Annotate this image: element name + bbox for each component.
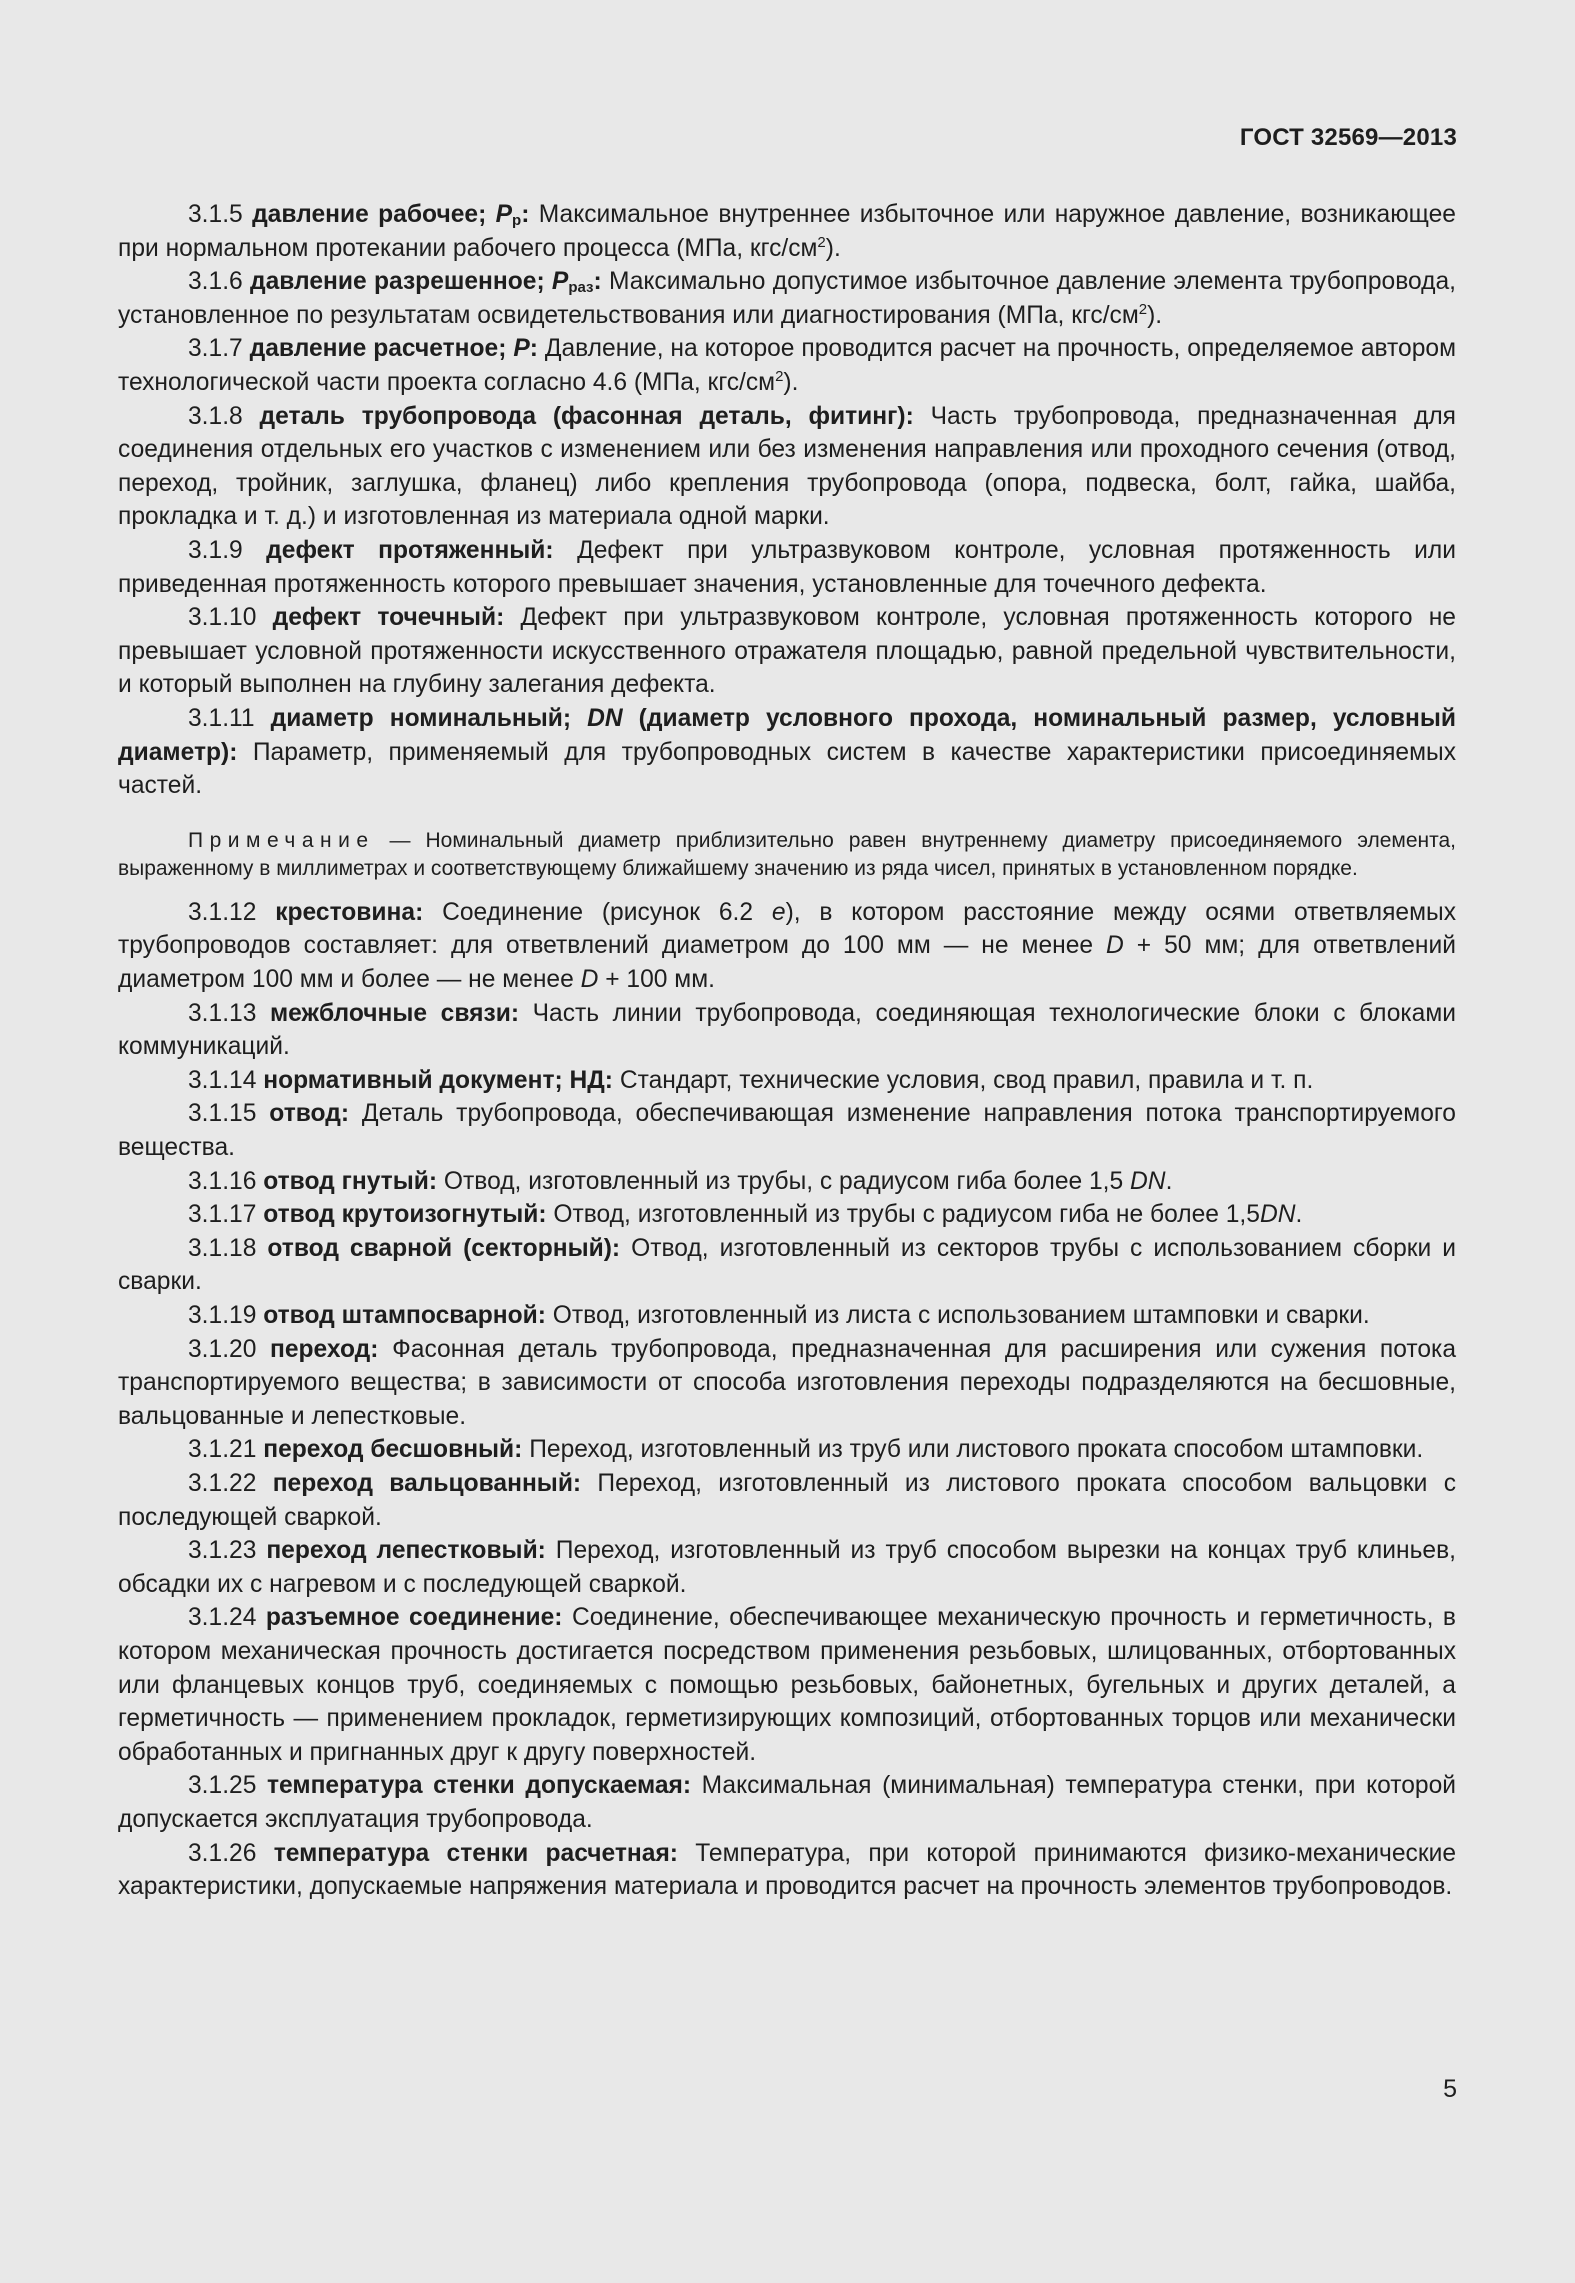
- term: переход:: [269, 1335, 379, 1363]
- definition-3-1-19: 3.1.19 отвод штампосварной: Отвод, изготовленный из листа с использованием штамповки и сварки.: [188, 1302, 1370, 1329]
- definition-3-1-26: 3.1.26 температура стенки расчетная: Температура, при которой принимаются физико-механические характеристики, допускаемые напряжения материала и проводится расчет на прочность элементов трубопроводов.: [118, 1839, 1456, 1901]
- definition-3-1-9: 3.1.9 дефект протяженный: Дефект при ультразвуковом контроле, условная протяженность или приведенная протяженность которого превышает значения, установленные для точечного дефекта.: [118, 536, 1456, 598]
- definition-3-1-25: 3.1.25 температура стенки допускаемая: Максимальная (минимальная) температура стенки, при которой допускается эксплуатация трубопровода.: [118, 1772, 1456, 1833]
- definition-3-1-7: 3.1.7 давление расчетное; P: Давление, на которое проводится расчет на прочность, определяемое автором технологической части проекта согласно 4.6 (МПа, кгс/$см^2$).: [118, 335, 1456, 396]
- definition-3-1-12: 3.1.12 крестовина: Соединение (рисунок 6.2 е), в котором расстояние между осями ответвляемых трубопроводов составляет: для ответвлений диаметром до 100 мм — не менее D + 50 мм; для ответвлений диаметром 100 мм и более — не менее D + 100 мм.: [118, 898, 1456, 994]
- term: дефект точечный:: [272, 604, 505, 632]
- term: межблочные связи:: [269, 999, 520, 1027]
- definition-3-1-18: 3.1.18 отвод сварной (секторный): Отвод, изготовленный из секторов трубы с использованием сборки и сварки.: [118, 1234, 1456, 1296]
- term: температура стенки расчетная:: [273, 1839, 678, 1867]
- definition-3-1-5: 3.1.5 давление рабочее; $P_р$: Максимальное внутреннее избыточное или наружное давление, возникающее при нормальном протекании рабочего процесса (МПа, кгс/$см^2$).: [118, 201, 1456, 262]
- note: [118, 827, 1456, 884]
- definition-3-1-24: 3.1.24 разъемное соединение: Соединение, обеспечивающее механическую прочность и герметичность, в котором механическая прочность достигается посредством применения резьбовых, шлицованных, отбортованных или фланцевых концов труб, соединяемых с помощью резьбовых, байонетных, бугельных и других деталей, а герметичность — применением прокладок, герметизирующих композиций, отбортованных торцов или механически обработанных и пригнанных друг к другу поверхностей.: [118, 1604, 1456, 1766]
- term: переход вальцованный:: [272, 1469, 582, 1497]
- term: переход лепестковый:: [266, 1537, 546, 1565]
- definition-3-1-17: 3.1.17 отвод крутоизогнутый: Отвод, изготовленный из трубы с радиусом гиба не более 1,5DN.: [188, 1201, 1303, 1229]
- term: отвод сварной (секторный):: [267, 1234, 621, 1262]
- term: отвод:: [269, 1100, 350, 1128]
- term: переход бесшовный:: [263, 1436, 523, 1464]
- definition-3-1-21: 3.1.21 переход бесшовный: Переход, изготовленный из труб или листового проката способом штамповки.: [188, 1436, 1424, 1464]
- definition-3-1-23: 3.1.23 переход лепестковый: Переход, изготовленный из труб способом вырезки на концах труб клиньев, обсадки их с нагревом и с последующей сваркой.: [118, 1537, 1456, 1598]
- term: диаметр номинальный; DN (диаметр условного прохода, номинальный размер, условный диаметр):: [118, 704, 1457, 766]
- term: дефект протяженный:: [266, 536, 554, 564]
- term: температура стенки допускаемая:: [266, 1772, 692, 1800]
- definition-3-1-11: 3.1.11 диаметр номинальный; DN (диаметр условного прохода, номинальный размер, условный диаметр): Параметр, применяемый для трубопроводных систем в качестве характеристики присоединяемых частей.: [118, 704, 1457, 800]
- definitions-section: [118, 198, 1456, 1904]
- term: отвод крутоизогнутый:: [263, 1201, 547, 1229]
- document-code: ГОСТ 32569—2013: [1239, 124, 1457, 151]
- definition-3-1-10: 3.1.10 дефект точечный: Дефект при ультразвуковом контроле, условная протяженность которого не превышает условной протяженности искусственного отражателя площадью, равной предельной чувствительности, и который выполнен на глубину залегания дефекта.: [118, 604, 1456, 699]
- definition-3-1-22: 3.1.22 переход вальцованный: Переход, изготовленный из листового проката способом вальцовки с последующей сваркой.: [118, 1469, 1457, 1531]
- term: давление расчетное; P:: [249, 335, 538, 363]
- definition-3-1-8: 3.1.8 деталь трубопровода (фасонная деталь, фитинг): Часть трубопровода, предназначенная для соединения отдельных его участков с изменением или без изменения направления или проходного сечения (отвод, переход, тройник, заглушка, фланец) либо крепления трубопровода (опора, подвеска, болт, гайка, шайба, прокладка и т. д.) и изготовленная из материала одной марки.: [118, 402, 1456, 531]
- term: нормативный документ; НД:: [263, 1066, 613, 1094]
- term: разъемное соединение:: [265, 1604, 563, 1632]
- definition-3-1-14: 3.1.14 нормативный документ; НД: Стандарт, технические условия, свод правил, правила и т. п.: [188, 1066, 1314, 1094]
- definition-3-1-20: 3.1.20 переход: Фасонная деталь трубопровода, предназначенная для расширения или сужения потока транспортируемого вещества; в зависимости от способа изготовления переходы подразделяются на бесшовные, вальцованные и лепестковые.: [118, 1335, 1456, 1430]
- term: давление разрешенное; $P_{раз}$:: [249, 268, 602, 297]
- note-label: Примечание: [188, 828, 375, 852]
- definition-3-1-6: 3.1.6 давление разрешенное; $P_{раз}$: Максимально допустимое избыточное давление элемента трубопровода, установленное по результатам освидетельствования или диагностирования (МПа, кгс/$см^2$).: [118, 268, 1456, 329]
- page-number: 5: [1443, 2075, 1457, 2103]
- definition-3-1-13: 3.1.13 межблочные связи: Часть линии трубопровода, соединяющая технологические блоки с блоками коммуникаций.: [118, 999, 1456, 1061]
- note-text: — Номинальный диаметр приблизительно равен внутреннему диаметру присоединяемого элемента, выраженному в миллиметрах и соответствующему ближайшему значению из ряда чисел, принятых в установленном порядке.: [118, 828, 1456, 881]
- definition-3-1-15: 3.1.15 отвод: Деталь трубопровода, обеспечивающая изменение направления потока транспортируемого вещества.: [118, 1100, 1456, 1162]
- term: отвод гнутый:: [263, 1167, 438, 1195]
- term: крестовина:: [275, 898, 424, 926]
- term: давление рабочее; $P_р$:: [252, 201, 530, 229]
- term: отвод штампосварной:: [263, 1302, 546, 1329]
- definition-3-1-16: 3.1.16 отвод гнутый: Отвод, изготовленный из трубы, с радиусом гиба более 1,5 DN.: [188, 1167, 1173, 1195]
- term: деталь трубопровода (фасонная деталь, фитинг):: [259, 402, 914, 430]
